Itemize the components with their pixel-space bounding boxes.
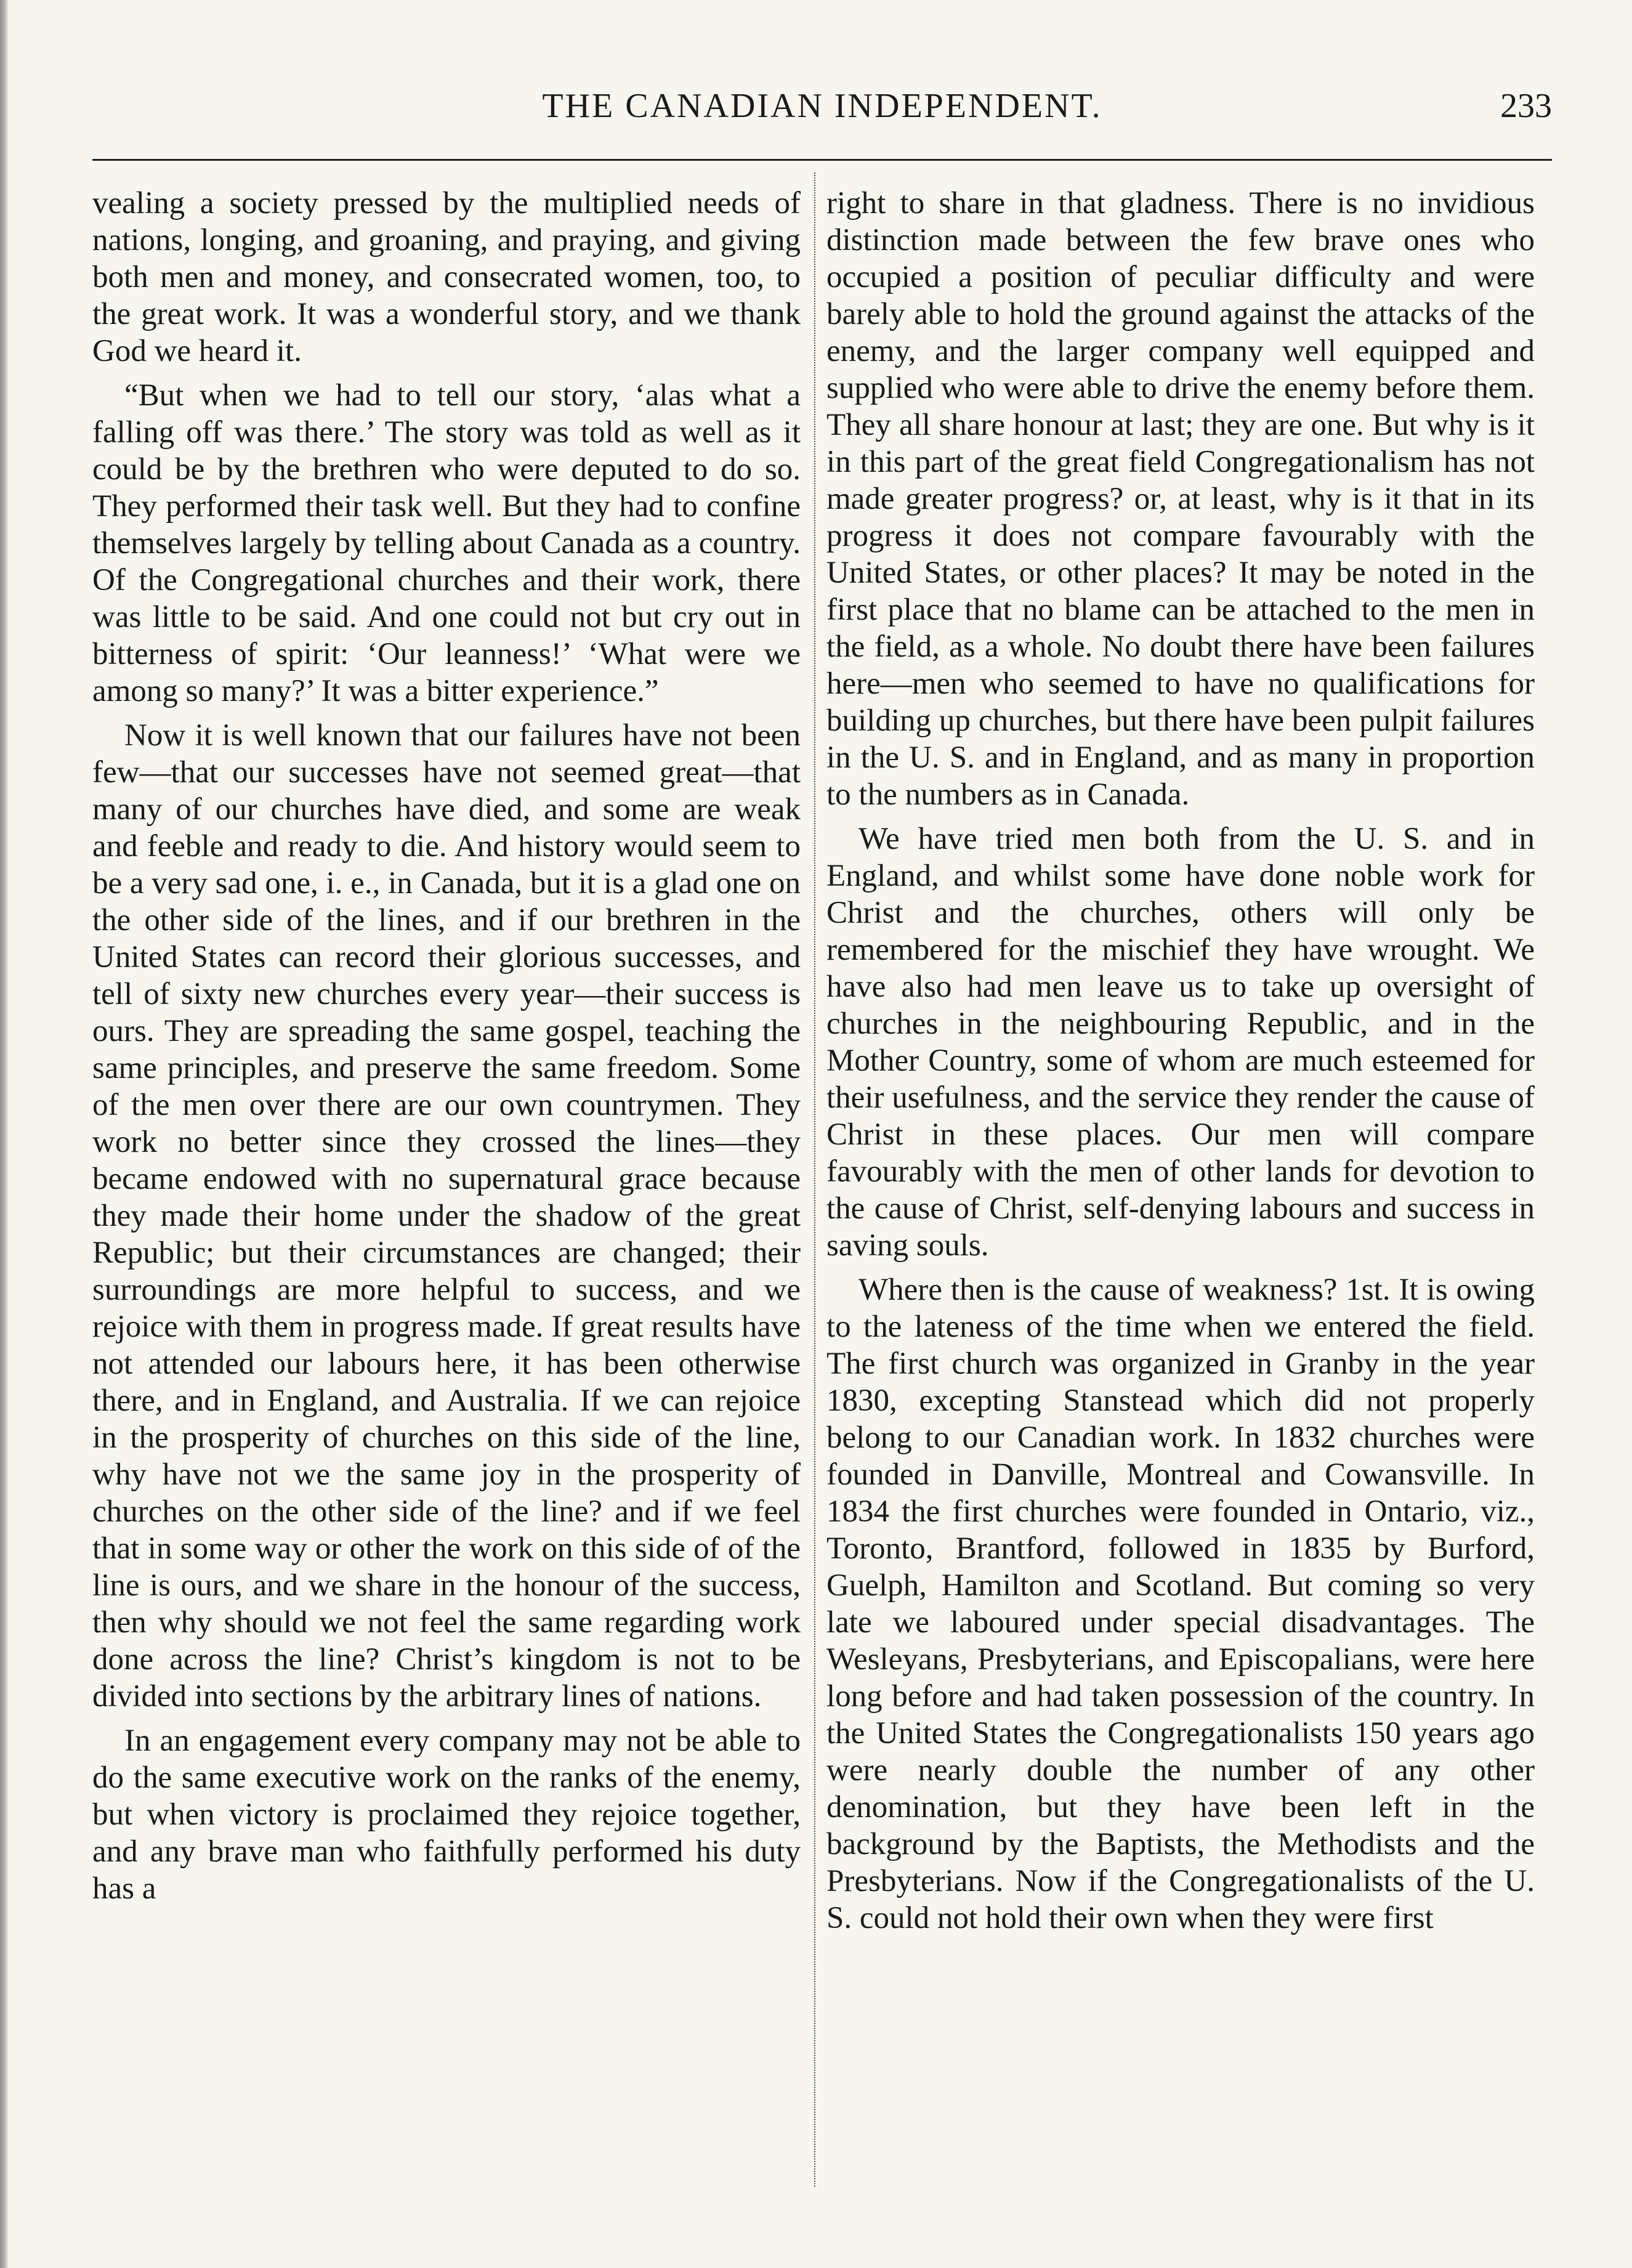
page-number: 233: [1500, 87, 1552, 125]
paragraph: “But when we had to tell our story, ‘alas what a falling off was there.’ The story was told as well as it could be by the brethren who were deputed to do so. They performed their task well. But they had to confine themselves largely by telling about Canada as a country. Of the Congregational churches and their work, there was little to be said. And one could not but cry out in bitterness of spirit: ‘Our leanness!’ ‘What were we among so many?’ It was a bitter experience.”: [92, 378, 801, 708]
running-title: THE CANADIAN INDEPENDENT.: [542, 87, 1102, 125]
left-column: [92, 185, 801, 1914]
paragraph: vealing a society pressed by the multiplied needs of nations, longing, and groaning, and praying, and giving both men and money, and consecrated women, too, to the great work. It was a wonderful story, and we thank God we heard it.: [92, 186, 801, 368]
paragraph: Now it is well known that our failures have not been few—that our successes have not seemed great—that many of our churches have died, and some are weak and feeble and ready to die. And history would seem to be a very sad one, i. e., in Canada, but it is a glad one on the other side of the lines, and if our brethren in the United States can record their glorious successes, and tell of sixty new churches every year—their success is ours. They are spreading the same gospel, teaching the same principles, and preserve the same freedom. Some of the men over there are our own countrymen. They work no better since they crossed the lines—they became endowed with no supernatural grace because they made their home under the shadow of the great Republic; but their circumstances are changed; their surroundings are more helpful to success, and we rejoice with them in progress made. If great results have not attended our labours here, it has been otherwise there, and in England, and Australia. If we can rejoice in the prosperity of churches on this side of the line, why have not we the same joy in the prosperity of churches on the other side of the line? and if we feel that in some way or other the work on this side of of the line is ours, and we share in the honour of the success, then why should we not feel the same regarding work done across the line? Christ’s kingdom is not to be divided into sections by the arbitrary lines of nations.: [92, 718, 801, 1714]
header-rule: [92, 159, 1552, 161]
paragraph: Where then is the cause of weakness? 1st. It is owing to the lateness of the time when we entered the field. The first church was organized in Granby in the year 1830, excepting Stanstead which did not properly belong to our Canadian work. In 1832 churches were founded in Danville, Montreal and Cowansville. In 1834 the first churches were founded in Ontario, viz., Toronto, Brantford, followed in 1835 by Burford, Guelph, Hamilton and Scotland. But coming so very late we laboured under special disadvantages. The Wesleyans, Presbyterians, and Episcopalians, were here long before and had taken possession of the country. In the United States the Congregationalists 150 years ago were nearly double the number of any other denomination, but they have been left in the background by the Baptists, the Methodists and the Presbyterians. Now if the Congregationalists of the U. S. could not hold their own when they were first: [826, 1273, 1535, 1935]
column-divider: [814, 172, 815, 2187]
page-header: [92, 80, 1552, 129]
paragraph: In an engagement every company may not be able to do the same executive work on the ranks of the enemy, but when victory is proclaimed they rejoice together, and any brave man who faithfully performed his duty has a: [92, 1723, 801, 1906]
paragraph: right to share in that gladness. There is no invidious distinction made between the few brave ones who occupied a position of peculiar difficulty and were barely able to hold the ground against the attacks of the enemy, and the larger company well equipped and supplied who were able to drive the enemy before them. They all share honour at last; they are one. But why is it in this part of the great field Congregationalism has not made greater progress? or, at least, why is it that in its progress it does not compare favourably with the United States, or other places? It may be noted in the first place that no blame can be attached to the men in the field, as a whole. No doubt there have been failures here—men who seemed to have no qualifications for building up churches, but there have been pulpit failures in the U. S. and in England, and as many in proportion to the numbers as in Canada.: [826, 186, 1535, 812]
page-binding-edge: [0, 0, 9, 2268]
right-column: [826, 185, 1535, 1944]
paragraph: We have tried men both from the U. S. and in England, and whilst some have done noble work for Christ and the churches, others will only be remembered for the mischief they have wrought. We have also had men leave us to take up oversight of churches in the neighbouring Republic, and in the Mother Country, some of whom are much esteemed for their usefulness, and the service they render the cause of Christ in these places. Our men will compare favourably with the men of other lands for devotion to the cause of Christ, self-denying labours and success in saving souls.: [826, 822, 1535, 1263]
